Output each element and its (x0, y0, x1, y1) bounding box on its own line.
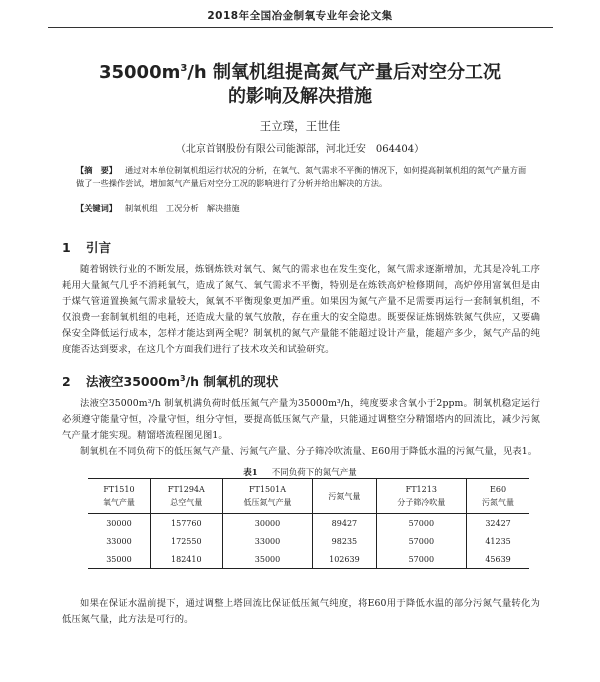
keywords-text: 制氧机组 工况分析 解决措施 (124, 203, 240, 213)
section-2-title-superscript: 3 (180, 373, 186, 383)
col-ft1213 (376, 479, 467, 514)
table-cell: 172550 (150, 532, 222, 550)
header-rule (48, 27, 553, 28)
table-cell: 57000 (376, 514, 467, 533)
section-2-paragraph-1: 法液空35000m³/h 制氧机满负荷时低压氮气产量为35000m³/h，纯度要求含氧小于2ppm。制氧机稳定运行必须遵守能量守恒，冷量守恒，组分守恒，要提高低压氮气产量，只能通过调整空分精馏塔内的回流比，减少污氮气产量才能实现。精馏塔流程图见图1。 (62, 398, 540, 441)
section-2-number: 2 (62, 374, 71, 389)
table-cell: 102639 (313, 550, 376, 569)
table-cell: 33000 (222, 532, 313, 550)
keywords (76, 202, 531, 215)
section-1-heading (62, 238, 111, 256)
table-cell: 30000 (222, 514, 313, 533)
table-cell: 45639 (467, 550, 529, 569)
table-cell: 89427 (313, 514, 376, 533)
table-cell: 32427 (467, 514, 529, 533)
title-superscript: 3 (180, 63, 188, 74)
table-cell: 35000 (88, 550, 150, 569)
table-1-label: 表1 (243, 468, 258, 478)
keywords-label: 【关键词】 (76, 203, 117, 213)
title-part-a: 35000m (98, 62, 181, 83)
paper-title-line-2: 的影响及解决措施 (228, 86, 372, 107)
table-row (88, 532, 529, 550)
section-1-paragraph: 随着钢铁行业的不断发展，炼钢炼铁对氧气、氮气的需求也在发生变化，氮气需求逐渐增加，尤其是冷轧工序耗用大量氮气几乎不消耗氧气，造成了氮气、氧气需求不平衡，特别是在炼铁高炉检修期间，高炉停用富氧但是由于煤气管道置换氮气需求量较大，氮氧不平衡现象更加严重。如果因为氮气产量不足需要再运行一套制氧机组，不仅浪费一套制氧机组的电耗，还造成大量的氧气放散，存在重大的安全隐患。既要保证炼钢炼铁氮气供应，又要确保安全降低运行成本，怎样才能达到两全呢？制氧机的氮气产量能不能超过设计产量，能超产多少，氮气产品的纯度能否达到要求，在这几个方面我们进行了技术攻关和试验研究。 (62, 264, 540, 355)
table-header-row (88, 479, 529, 514)
section-2-paragraph-2: 制氧机在不同负荷下的低压氮气产量、污氮气产量、分子筛冷吹流量、E60用于降低水温的污氮气量，见表1。 (80, 446, 538, 457)
table-row (88, 550, 529, 569)
col-ft1510 (88, 479, 150, 514)
table-cell: 182410 (150, 550, 222, 569)
header-text: FT1501A (248, 485, 286, 494)
col-ft1501a (222, 479, 313, 514)
section-2-title-b: /h 制氧机的现状 (185, 374, 279, 389)
section-1-number: 1 (62, 240, 71, 255)
header-text: 污氮气量 (482, 498, 515, 507)
header-text: 总空气量 (170, 498, 203, 507)
header-text: 分子筛冷吹量 (397, 498, 446, 507)
closing-paragraph: 如果在保证水温前提下，通过调整上塔回流比保证低压氮气纯度，将E60用于降低水温的部分污氮气量转化为低压氮气量，此方法是可行的。 (62, 598, 540, 625)
header-text: FT1294A (167, 485, 205, 494)
table-1 (88, 478, 529, 569)
abstract (76, 164, 531, 190)
header-text: FT1510 (103, 485, 135, 494)
title-part-b: /h 制氧机组提高氮气产量后对空分工况 (187, 62, 501, 83)
section-2-heading (62, 372, 278, 390)
header-text: E60 (490, 485, 507, 494)
header-text: 污氮气量 (328, 491, 361, 501)
table-row (88, 514, 529, 533)
col-waste-nitrogen (313, 479, 376, 514)
table-cell: 30000 (106, 518, 132, 528)
table-cell: 33000 (106, 536, 132, 546)
table-cell: 57000 (376, 532, 467, 550)
header-text: 氧气产量 (102, 498, 135, 507)
col-e60 (467, 479, 529, 514)
abstract-text: 通过对本单位制氧机组运行状况的分析，在氧气、氮气需求不平衡的情况下，如何提高制氧机组的氮气产量方面做了一些操作尝试，增加氮气产量后对空分工况的影响进行了分析并给出解决的方法。 (76, 165, 527, 188)
table-cell: 98235 (313, 532, 376, 550)
authors: 王立璞，王世佳 (259, 119, 341, 133)
table-cell: 41235 (467, 532, 529, 550)
section-1-title: 引言 (86, 240, 112, 255)
running-header: 2018年全国冶金制氧专业年会论文集 (207, 10, 393, 22)
header-text: FT1213 (405, 485, 437, 494)
abstract-label: 【摘 要】 (76, 165, 117, 175)
table-1-caption-text: 不同负荷下的氮气产量 (271, 468, 357, 478)
table-cell: 157760 (150, 514, 222, 533)
table-1-caption (0, 466, 600, 478)
paper-title-line-1 (0, 56, 600, 86)
section-2-title-a: 法液空35000m (86, 374, 181, 389)
header-text: 低压氮气产量 (243, 498, 292, 507)
table-cell: 57000 (376, 550, 467, 569)
table-cell: 35000 (222, 550, 313, 569)
affiliation: （北京首钢股份有限公司能源部，河北迁安 064404） (175, 144, 425, 155)
col-ft1294a (150, 479, 222, 514)
